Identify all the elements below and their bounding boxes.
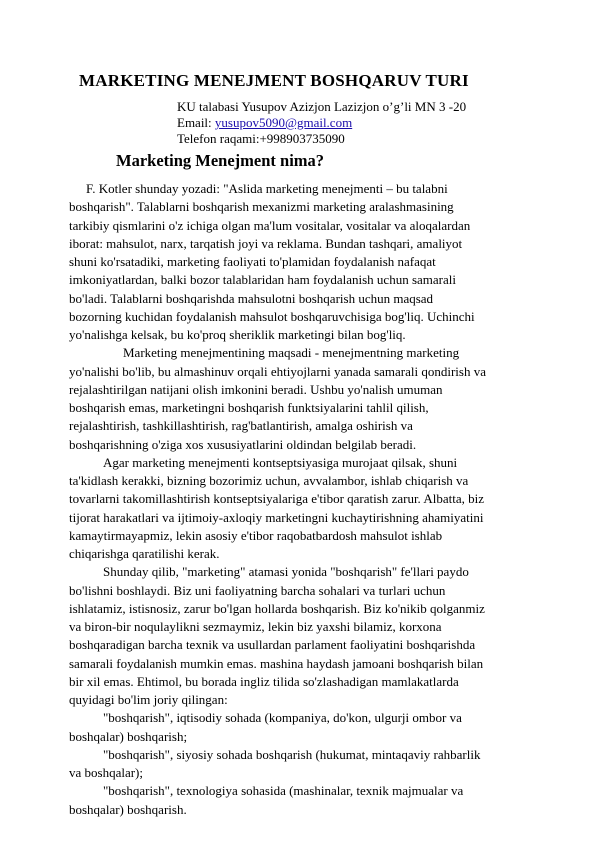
text-line: rejalashtirish, tashkillashtirish, rag'batlantirish, amalga oshirish va <box>69 418 413 434</box>
section-heading: Marketing Menejment nima? <box>116 151 325 170</box>
text-line: boshqalar) boshqarish; <box>69 728 188 744</box>
email-line <box>177 115 466 131</box>
text-line: "boshqarish", siyosiy sohada boshqarish (hukumat, mintaqaviy rahbarlik <box>103 746 481 762</box>
text-line: bo'lishni boshlaydi. Biz uni faoliyatning barcha sohalari va turlari uchun <box>69 582 446 598</box>
text-line: boshqaradigan barcha texnik va usullardan parlament faoliyatini boshqarishda <box>69 637 476 653</box>
text-line: Shunday qilib, "marketing" atamasi yonida "boshqarish" fe'llari paydo <box>103 564 469 580</box>
text-line: imkoniyatlardan, balki bozor talablaridan ham foydalanish uchun samarali <box>69 272 456 288</box>
text-line: kamaytirmayapmiz, lekin asosiy e'tibor raqobatbardosh mahsulot ishlab <box>69 527 443 543</box>
text-line: va boshqalar); <box>69 765 144 780</box>
text-line: rejalashtirilgan natijani olish imkonini beradi. Ushbu yo'nalish umuman <box>69 381 443 397</box>
text-line: tijorat harakatlari va ijtimoiy-axloqiy marketingni kuchaytirishning ahamiyatini <box>69 509 484 525</box>
text-line: ishlatamiz, istisnosiz, zarur bo'lgan hollarda boshqarish. Biz ko'nikib qolganmiz <box>69 600 485 616</box>
text-line: boshqarishning o'ziga xos xususiyatlarini oldindan belgilab beradi. <box>69 436 417 452</box>
text-line: yo'nalishga kelsak, bu ko'proq sheriklik marketingi bilan bog'liq. <box>69 327 406 342</box>
text-line: "boshqarish", texnologiya sohasida (mashinalar, texnik majmualar va <box>103 783 464 799</box>
text-line: iborat: mahsulot, narx, tarqatish joyi va reklama. Bundan tashqari, amaliyot <box>69 235 463 251</box>
text-line: bir xil emas. Ehtimol, bu borada ingliz tilida so'zlashadigan mamlakatlarda <box>69 673 459 689</box>
text-line: tarkibiy qismlarini o'z ichiga olgan ma'lum vositalar, vositalar va aloqalardan <box>69 217 471 233</box>
email-label: Email: <box>177 115 215 130</box>
body-text <box>69 180 529 819</box>
text-line: boshqarish emas, marketingni boshqarish funktsiyalarini tahlil qilish, <box>69 400 429 415</box>
text-line: boshqalar) boshqarish. <box>69 801 187 817</box>
text-line: bo'ladi. Talablarni boshqarishda mahsulotni boshqarish uchun maqsad <box>69 290 434 306</box>
text-line: shuni ko'rsatadiki, marketing faoliyati to'plamidan foydalanish nafaqat <box>69 254 436 269</box>
text-line: bozorning kuchidan foydalanish mahsulot boshqaruvchisiga bog'liq. Uchinchi <box>69 308 475 324</box>
text-line: tovarlarni takomillashtirish kontseptsiyalariga e'tibor qaratish zarur. Albatta, biz <box>69 491 484 507</box>
text-line: quyidagi bo'lim joriy qilingan: <box>69 692 228 707</box>
text-line: "boshqarish", iqtisodiy sohada (kompaniya, do'kon, ulgurji ombor va <box>103 710 462 726</box>
text-line: yo'nalishi bo'lib, bu almashinuv orqali ehtiyojlarni yanada samarali qondirish va <box>69 363 486 379</box>
document-title: MARKETING MENEJMENT BOSHQARUV TURI <box>79 71 469 90</box>
text-line: Agar marketing menejmenti kontseptsiyasiga murojaat qilsak, shuni <box>103 454 458 470</box>
text-line: ta'kidlash kerakki, bizning bozorimiz uchun, avvalambor, ishlab chiqarish va <box>69 473 469 488</box>
text-line: va biron-bir noqulaylikni sezmaymiz, lekin biz yaxshi bilamiz, korxona <box>69 619 442 634</box>
phone-line: Telefon raqami:+998903735090 <box>177 131 345 146</box>
text-line: boshqarish". Talablarni boshqarish mexanizmi marketing aralashmasining <box>69 199 454 215</box>
text-line: samarali foydalanish mumkin emas. mashina haydash jamoani boshqarish bilan <box>69 655 484 671</box>
text-line: chiqarishga qaratilishi kerak. <box>69 546 220 561</box>
author-line: KU talabasi Yusupov Azizjon Lazizjon o’g’li MN 3 -20 <box>177 99 467 114</box>
text-line: F. Kotler shunday yozadi: "Aslida marketing menejmenti – bu talabni <box>86 181 448 196</box>
author-block <box>177 99 466 147</box>
email-link[interactable]: yusupov5090@gmail.com <box>214 115 353 130</box>
text-line: Marketing menejmentining maqsadi - menejmentning marketing <box>123 345 460 361</box>
